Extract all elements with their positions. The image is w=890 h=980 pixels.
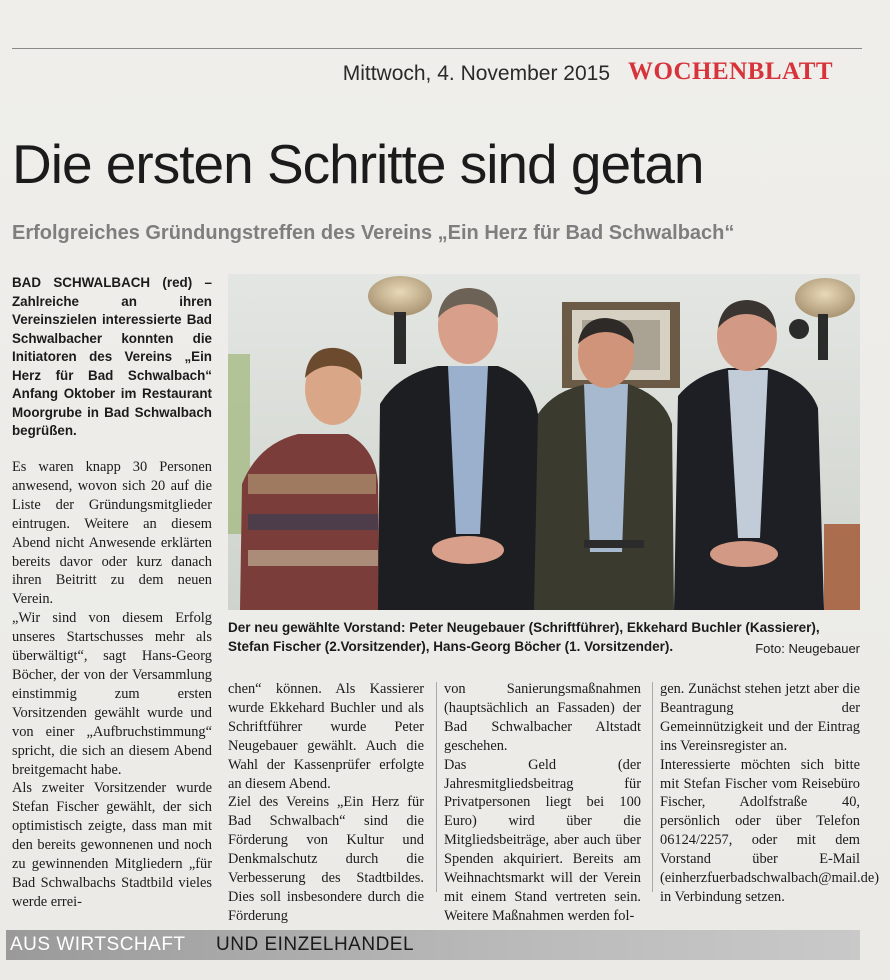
column-divider — [652, 682, 653, 892]
paragraph: gen. Zunächst stehen jetzt aber die Beantragung der Gemeinnützigkeit und der Eintrag ins Vereinsregister an. — [660, 681, 860, 754]
paragraph: Das Geld (der Jahresmitgliedsbeitrag für Privatpersonen liegt bei 100 Euro) wird über die Mitgliedsbeiträge, aber auch über Spenden akquiriert. Bereits am Weihnachtsmarkt will der Verein mit einem Stand vertreten sein. Weitere Maßnahmen werden fol- — [444, 756, 641, 924]
section-label-secondary: UND EINZELHANDEL — [216, 934, 415, 955]
group-photo-illustration — [228, 274, 860, 610]
section-label-primary: AUS WIRTSCHAFT — [10, 934, 186, 955]
paragraph: Interessierte möchten sich bitte mit Stefan Fischer vom Reisebüro Fischer, Adolfstraße 40, persönlich oder über Telefon 06124/2257, oder mit dem Vorstand über E-Mail (einherzfuerbadschwalbach@mail.de) in Verbindung setzen. — [660, 756, 880, 905]
paragraph: Ziel des Vereins „Ein Herz für Bad Schwalbach“ sind die Förderung von Kultur und Denkmalschutz durch die Verbesserung des Stadtbildes. Dies soll insbesondere durch die Förderung — [228, 794, 424, 924]
photo-credit: Foto: Neugebauer — [755, 641, 860, 656]
paragraph: Es waren knapp 30 Personen anwesend, wovon sich 20 auf die Liste der Gründungsmitglieder eintrugen. Weitere an diesem Abend nicht Anwesende erklärten bereits davor oder kurz danach ihren Beitritt zu dem neuen Verein. — [12, 459, 212, 608]
paragraph: von Sanierungsmaßnahmen (hauptsächlich an Fassaden) der Bad Schwalbacher Altstadt geschehen. — [444, 681, 641, 754]
top-rule — [12, 48, 862, 49]
text-column-3 — [444, 680, 641, 926]
paragraph: chen“ können. Als Kassierer wurde Ekkehard Buchler und als Schriftführer wurde Peter Neugebauer gewählt. Auch die Wahl der Kassenprüfer erfolgte an diesem Abend. — [228, 681, 424, 792]
article-subheadline: Erfolgreiches Gründungstreffen des Vereins „Ein Herz für Bad Schwalbach“ — [12, 222, 735, 244]
photo-caption: Der neu gewählte Vorstand: Peter Neugebauer (Schriftführer), Ekkehard Buchler (Kassierer), Stefan Fischer (2.Vorsitzender), Hans-Georg Böcher (1. Vorsitzender). — [228, 620, 820, 654]
article-headline: Die ersten Schritte sind getan — [12, 133, 704, 195]
text-column-4 — [660, 680, 880, 907]
text-column-2 — [228, 680, 424, 926]
article-lead: BAD SCHWALBACH (red) – Zahlreiche an ihren Vereinszielen interessierte Bad Schwalbacher konnten die Initiatoren des Vereins „Ein Herz für Bad Schwalbach“ Anfang Oktober im Restaurant Moorgrube in Bad Schwalbach begrüßen. — [12, 275, 212, 438]
paragraph: „Wir sind von diesem Erfolg unseres Startschusses mehr als überwältigt“, sagt Hans-Georg Böcher, der von der Versammlung einstimmig zum ersten Vorsitzenden gewählt wurde und von einer „Aufbruchstimmung“ spricht, die sich an diesem Abend breitgemacht habe. — [12, 610, 212, 778]
text-column-1 — [12, 458, 212, 912]
paragraph: Als zweiter Vorsitzender wurde Stefan Fischer gewählt, der sich optimistisch zeigte, dass man mit den bereits gewonnenen und noch zu gewinnenden Mitgliedern „für Bad Schwalbachs Stadtbild vieles werde errei- — [12, 780, 212, 910]
masthead-logo: WOCHENBLATT — [628, 58, 834, 85]
column-divider — [436, 682, 437, 892]
issue-date: Mittwoch, 4. November 2015 — [342, 62, 610, 85]
article-photo — [228, 274, 860, 610]
